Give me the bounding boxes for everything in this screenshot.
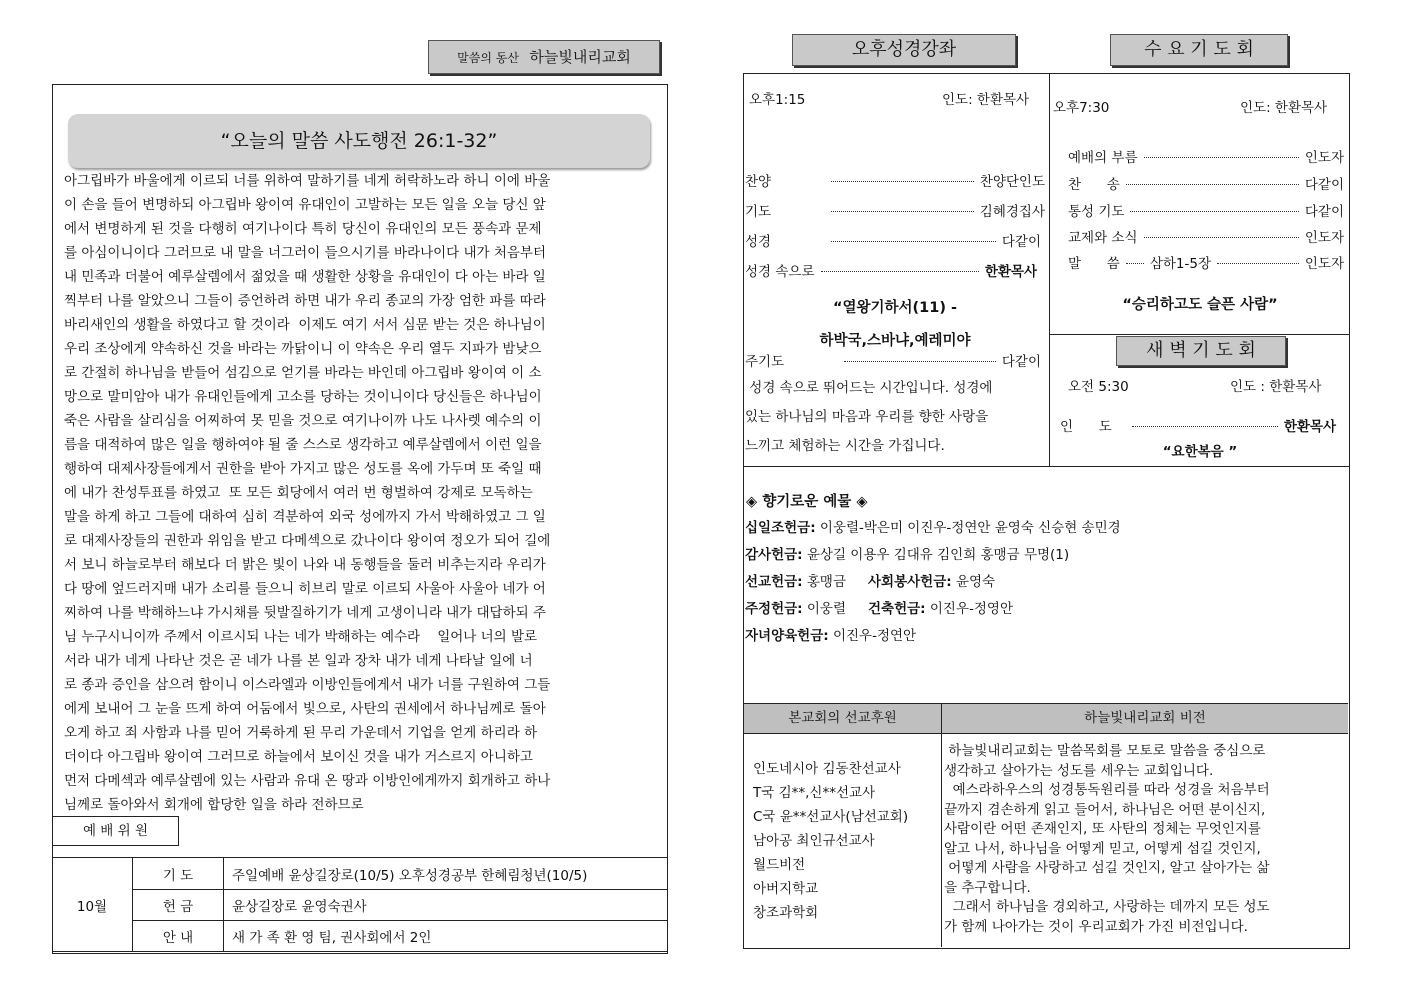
scripture-line: 로 간절히 하나님을 받들어 섬김으로 얻기를 바라는 바인데 아그립바 왕이여 이 소 <box>64 365 542 381</box>
scripture-line: 로 대제사장들의 권한과 위임을 받고 다메섹으로 갔나이다 왕이여 정오가 되어 길에 <box>64 533 551 549</box>
scripture-line: 찌하여 나를 박해하느냐 가시채를 뒷발질하기가 네게 고생이니라 내가 대답하되 주 <box>64 605 547 621</box>
vision-line: 을 추구합니다. <box>944 879 1031 896</box>
header-church-name: 하늘빛내리교회 <box>529 48 631 66</box>
vision-header <box>942 703 1348 734</box>
scripture-line: 로 종과 증인을 삼으려 함이니 이스라엘과 이방인들에게서 내가 너를 구원하여 그들 <box>64 677 551 693</box>
afternoon-title-tab <box>792 34 1016 66</box>
committee-role: 헌 금 <box>133 890 224 921</box>
scripture-line: 죽은 사람을 살리심을 어찌하여 못 믿을 것으로 여기나이까 나도 나사렛 예수의 이 <box>64 413 542 429</box>
wednesday-item: 통성 기도 다같이 <box>1068 204 1344 220</box>
mission-vision-divider <box>941 733 942 947</box>
mission-item: 남아공 최인규선교사 <box>753 833 875 849</box>
offering-line <box>745 515 1345 542</box>
afternoon-title: 오후성경강좌 <box>851 39 957 60</box>
offering-names: 이웅렬-박은미 이진우-정연안 윤영숙 신승현 송민경 <box>815 520 1121 536</box>
scripture-line: 다 땅에 엎드러지매 내가 소리를 들으니 히브리 말로 이르되 사울아 사울아 네가 어 <box>64 581 546 597</box>
offering-line <box>745 542 1345 569</box>
committee-role: 안 내 <box>133 921 224 952</box>
offering-category: 선교헌금: <box>745 574 803 590</box>
mission-header <box>744 703 942 734</box>
offering-line <box>745 569 1345 596</box>
wednesday-item: 찬 송 다같이 <box>1068 177 1344 193</box>
scripture-line: 망으로 말미암아 내가 유대인들에게 고소를 당하는 것이니이다 당신들은 하나님이 <box>64 389 542 405</box>
afternoon-item: 기도 김혜경집사 <box>745 204 1045 220</box>
scripture-line: 아그립바가 바울에게 이르되 너를 위하여 말하기를 네게 허락하노라 하니 이에 바울 <box>64 173 551 189</box>
scripture-line: 오게 하고 죄 사함과 나를 믿어 거룩하게 된 무리 가운데서 기업을 얻게 하리라 하 <box>64 725 538 741</box>
scripture-line: 를 아심이니이다 그러므로 내 말을 너그러이 들으시기를 바라나이다 내가 처음부터 <box>64 245 547 261</box>
afternoon-sermon-title: “열왕기하서(11) - 하박국,스바냐,예레미야 <box>819 300 971 349</box>
vision-line: 알고 나서, 하나님을 어떻게 믿고, 어떻게 섬길 것인지, <box>944 840 1261 857</box>
committee-detail: 주일예배 윤상길장로(10/5) 오후성경공부 한혜림청년(10/5) <box>224 858 668 890</box>
scripture-line: 우리 조상에게 약속하신 것을 바라는 까닭이니 이 약속은 우리 열두 지파가 밤낮으 <box>64 341 542 357</box>
wednesday-dawn-divider <box>1050 334 1349 335</box>
afternoon-item: 성경 속으로 한환목사 <box>745 264 1037 280</box>
column-divider <box>1049 73 1050 466</box>
scripture-line: 에게 보내어 그 눈을 뜨게 하여 어둠에서 빛으로, 사탄의 권세에서 하나님께로 돌아 <box>64 701 546 717</box>
vision-line: 예스라하우스의 성경통독원리를 따라 성경을 처음부터 <box>944 782 1270 798</box>
offering-names: 윤영숙 <box>951 574 996 590</box>
dawn-leader: 인도 : 한환목사 <box>1230 379 1322 395</box>
committee-label <box>52 816 179 846</box>
scripture-line: 바리새인의 생활을 하였다고 할 것이라 이제도 여기 서서 심문 받는 것은 하나님이 <box>64 317 546 333</box>
scripture-line: 먼저 다메섹과 예루살렘에 있는 사람과 유대 온 땅과 이방인에게까지 회개하고 하나 <box>64 773 551 789</box>
afternoon-item: 성경 다같이 <box>745 234 1041 250</box>
vision-line: 어떻게 사람을 사랑하고 섬길 것인지, 알고 살아가는 삶 <box>944 860 1270 876</box>
offering-line <box>745 596 1345 623</box>
dawn-item: 인 도 한환목사 <box>1060 419 1336 435</box>
wednesday-item: 예배의 부름 인도자 <box>1068 150 1344 166</box>
section-divider <box>743 466 1349 467</box>
scripture-line: 에서 변명하게 된 것을 다행히 여기나이다 특히 당신이 유대인의 모든 풍속과 문제 <box>64 221 542 237</box>
committee-label-text: 예 배 위 원 <box>82 823 149 839</box>
scripture-line: 서 보니 하늘로부터 해보다 더 밝은 빛이 나와 내 동행들을 둘러 비추는지라 우리가 <box>64 557 546 573</box>
dawn-title-tab <box>1116 336 1286 366</box>
mission-item: 인도네시아 김동찬선교사 <box>753 761 901 777</box>
wednesday-item: 말 씀 삼하1-5장 인도자 <box>1068 256 1344 272</box>
afternoon-item: 찬양 찬양단인도 <box>745 174 1045 190</box>
offering-category: 자녀양육헌금: <box>745 628 829 644</box>
offering-names: 홍맹금 <box>802 574 846 590</box>
scripture-line: 더이다 아그립바 왕이여 그러므로 하늘에서 보이신 것을 내가 거스르지 아니하고 <box>64 749 533 765</box>
wednesday-sermon: “승리하고도 슬픈 사람” <box>1122 297 1278 313</box>
dawn-sermon: “요한복음 ” <box>1162 444 1238 460</box>
wednesday-leader: 인도: 한환목사 <box>1240 100 1328 116</box>
vision-body <box>944 742 1346 937</box>
scripture-title: “오늘의 말씀 사도행전 26:1-32” <box>220 130 498 152</box>
wednesday-title: 수 요 기 도 회 <box>1144 39 1254 60</box>
offering-category: 사회봉사헌금: <box>868 574 952 590</box>
wednesday-time: 오후7:30 <box>1053 100 1110 116</box>
description-line: 있는 하나님의 마음과 우리를 향한 사랑을 <box>745 409 989 425</box>
afternoon-leader: 인도: 한환목사 <box>942 92 1030 108</box>
vision-line: 생각하고 살아가는 성도를 세우는 교회입니다. <box>944 762 1214 779</box>
mission-item: C국 윤**선교사(남선교회) <box>753 809 909 825</box>
afternoon-time: 오후1:15 <box>749 92 806 108</box>
scripture-line: 에 내가 찬성투표를 하였고 또 모든 회당에서 여러 번 형벌하여 강제로 모독하는 <box>64 485 533 501</box>
afternoon-closing: 주기도 다같이 <box>745 354 1041 370</box>
scripture-line: 서라 내가 네게 나타난 것은 곧 네가 나를 본 일과 장차 내가 네게 나타날 일에 너 <box>64 653 533 669</box>
scripture-line: 이 손을 들어 변명하되 아그립바 왕이여 유대인이 고발하는 모든 일을 오늘 당신 앞 <box>64 197 546 213</box>
offering-category: 건축헌금: <box>868 601 926 617</box>
vision-line: 하늘빛내리교회는 말씀목회를 모토로 말씀을 중심으로 <box>944 743 1266 759</box>
vision-line: 끝까지 겸손하게 읽고 들어서, 하나님은 어떤 분이신지, <box>944 801 1266 818</box>
mission-item: 월드비전 <box>753 857 806 873</box>
scripture-line: 행하여 대제사장들에게서 권한을 받아 가지고 많은 성도를 옥에 가두며 또 죽일 때 <box>64 461 542 477</box>
offering-title: ◈ 향기로운 예물 ◈ <box>746 494 868 510</box>
header-prefix: 말씀의 동산 <box>457 51 519 65</box>
scripture-line: 님께로 돌아와서 회개에 합당한 일을 하라 전하므로 <box>64 797 364 813</box>
offering-category: 감사헌금: <box>745 547 803 563</box>
scripture-body <box>64 169 658 817</box>
description-line: 느끼고 체험하는 시간을 가집니다. <box>745 438 945 454</box>
wednesday-title-tab <box>1110 34 1288 66</box>
offering-names: 이진우-정영안 <box>925 601 1013 617</box>
vision-line: 가 함께 나아가는 것이 우리교회가 가진 비전입니다. <box>944 918 1248 935</box>
mission-header-text: 본교회의 선교후원 <box>788 710 897 726</box>
scripture-line: 름을 대적하여 많은 일을 행하여야 될 줄 스스로 생각하고 예루살렘에서 이런 일을 <box>64 437 542 453</box>
vision-line: 사람이란 어떤 존재인지, 또 사탄의 정체는 무엇인지를 <box>944 821 1261 837</box>
mission-item: T국 김**,신**선교사 <box>753 785 876 801</box>
mission-item: 창조과학회 <box>753 905 819 921</box>
mission-list <box>753 757 939 925</box>
offering-line <box>745 623 1345 650</box>
vision-header-text: 하늘빛내리교회 비전 <box>1084 710 1206 726</box>
offering-names: 윤상길 이용우 김대유 김인희 홍맹금 무명(1) <box>802 547 1070 563</box>
scripture-title-bar <box>68 114 650 168</box>
wednesday-item: 교제와 소식 인도자 <box>1068 230 1344 246</box>
dawn-title: 새 벽 기 도 회 <box>1146 340 1256 361</box>
description-line: 성경 속으로 뛰어드는 시간입니다. 성경에 <box>745 380 993 396</box>
scripture-line: 말을 하게 하고 그들에 대하여 심히 격분하여 외국 성에까지 가서 박해하였고 그 일 <box>64 509 546 525</box>
church-header <box>428 40 660 74</box>
scripture-line: 내 민족과 더불어 예루살렘에서 젊었을 때 생활한 상황을 유대인이 다 아는 바라 일 <box>64 269 546 285</box>
mission-item: 아버지학교 <box>753 881 819 897</box>
committee-detail: 새 가 족 환 영 팀, 권사회에서 2인 <box>224 921 668 952</box>
committee-role: 기 도 <box>133 858 224 890</box>
dawn-time: 오전 5:30 <box>1068 379 1129 395</box>
scripture-line: 님 누구시니이까 주께서 이르시되 나는 네가 박해하는 예수라 일어나 너의 발로 <box>64 629 538 645</box>
committee-month: 10월 <box>52 858 133 952</box>
offering-category: 주정헌금: <box>745 601 803 617</box>
offering-list <box>745 515 1345 650</box>
committee-detail: 윤상길장로 윤영숙권사 <box>224 890 668 921</box>
offering-names: 이웅렬 <box>802 601 846 617</box>
afternoon-description <box>745 374 1049 461</box>
scripture-line: 찍부터 나를 알았으니 그들이 증언하려 하면 내가 우리 종교의 가장 엄한 파를 따라 <box>64 293 546 309</box>
offering-category: 십일조헌금: <box>745 520 816 536</box>
offering-names: 이진우-정연안 <box>828 628 917 644</box>
vision-line: 그래서 하나님을 경외하고, 사랑하는 데까지 모든 성도 <box>944 899 1270 915</box>
committee-table <box>52 857 668 952</box>
